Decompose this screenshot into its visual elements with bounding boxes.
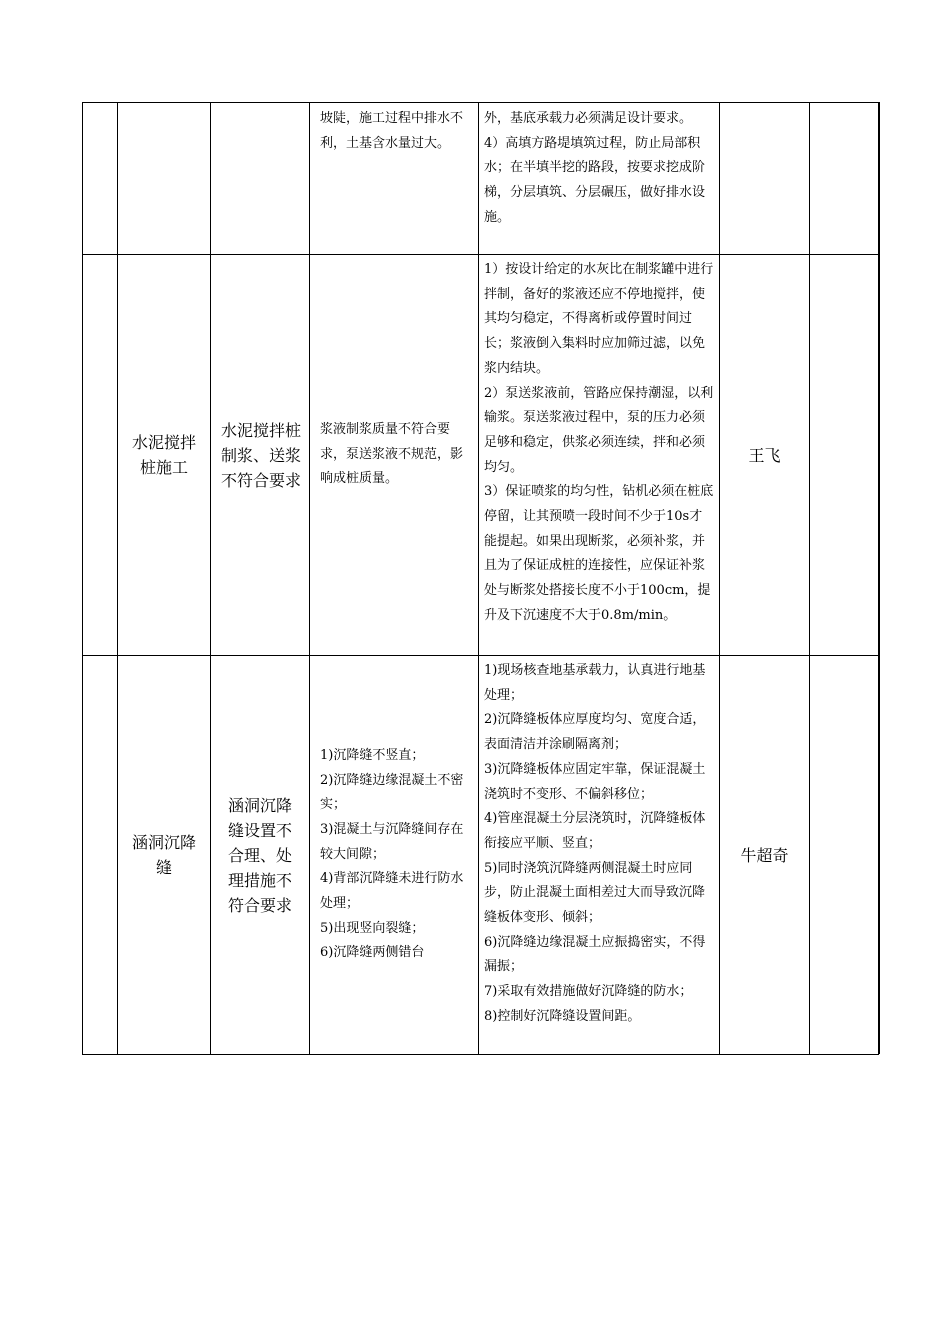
cause-line: 2)沉降缝边缘混凝土不密实； — [320, 772, 464, 813]
item-cell — [118, 255, 211, 656]
cause-cell — [310, 255, 479, 656]
measure-line: 7)采取有效措施做好沉降缝的防水； — [484, 984, 693, 1000]
risk-control-table-fragment — [82, 102, 879, 1055]
seq-cell — [83, 255, 118, 656]
item-text: 水泥搅拌桩施工 — [131, 433, 196, 477]
seq-cell — [83, 103, 118, 255]
measure-line: 6)沉降缝边缘混凝土应振捣密实，不得漏振； — [484, 934, 706, 975]
measure-line: 1）按设计给定的水灰比在制浆罐中进行拌制，备好的浆液还应不停地搅拌，使其均匀稳定，不得离析或停置时间过长；浆液倒入集料时应加筛过滤，以免浆内结块。 — [484, 262, 714, 376]
cause-line: 1)沉降缝不竖直； — [320, 747, 425, 763]
problem-text: 水泥搅拌桩制浆、送浆不符合要求 — [221, 420, 302, 490]
seq-cell — [83, 656, 118, 1055]
table-row — [83, 103, 879, 255]
measure-line: 1)现场核查地基承载力，认真进行地基处理； — [484, 663, 706, 703]
measure-line: 5)同时浇筑沉降缝两侧混凝土时应同步，防止混凝土面相差过大而导致沉降缝板体变形、倾斜； — [484, 860, 706, 926]
item-cell — [118, 656, 211, 1055]
measure-line: 4）高填方路堤填筑过程，防止局部积水；在半填半挖的路段，按要求挖成阶梯，分层填筑、分层碾压，做好排水设施。 — [484, 135, 706, 225]
measure-line: 3）保证喷浆的均匀性，钻机必须在桩底停留，让其预喷一段时间不少于10s才能提起。如果出现断浆，必须补浆，并且为了保证成桩的连接性，应保证补浆处与断浆处搭接长度不小于100cm，提升及下沉速度不大于0.8m/min。 — [484, 484, 714, 623]
problem-text: 涵洞沉降缝设置不合理、处理措施不符合要求 — [227, 795, 292, 915]
remark-cell — [810, 656, 879, 1055]
measures-cell — [479, 255, 720, 656]
measures-cell — [479, 656, 720, 1055]
cause-cell — [310, 103, 479, 255]
cause-line: 5)出现竖向裂缝； — [320, 920, 425, 936]
measure-line: 外，基底承载力必须满足设计要求。 — [484, 111, 693, 126]
problem-cell — [211, 656, 310, 1055]
cause-line: 6)沉降缝两侧错台 — [320, 945, 425, 961]
problem-cell — [211, 103, 310, 255]
item-text: 涵洞沉降缝 — [131, 833, 196, 877]
table-row — [83, 255, 879, 656]
cause-text: 坡陡，施工过程中排水不利，土基含水量过大。 — [320, 111, 464, 151]
cause-text: 浆液制浆质量不符合要求，泵送浆液不规范，影响成桩质量。 — [320, 421, 464, 487]
cause-cell — [310, 656, 479, 1055]
problem-cell — [211, 255, 310, 656]
person-cell — [720, 656, 810, 1055]
person-text: 牛超奇 — [740, 845, 789, 865]
measure-line: 4)管座混凝土分层浇筑时，沉降缝板体衔接应平顺、竖直； — [484, 811, 706, 851]
measure-line: 8)控制好沉降缝设置间距。 — [484, 1008, 641, 1024]
measure-line: 3)沉降缝板体应固定牢靠，保证混凝土浇筑时不变形、不偏斜移位； — [484, 761, 706, 802]
cause-line: 4)背部沉降缝未进行防水处理； — [320, 871, 464, 912]
cause-line: 3)混凝土与沉降缝间存在较大间隙； — [320, 821, 464, 862]
remark-cell — [810, 255, 879, 656]
remark-cell — [810, 103, 879, 255]
person-cell — [720, 103, 810, 255]
person-text: 王飞 — [748, 445, 781, 465]
person-cell — [720, 255, 810, 656]
measures-cell — [479, 103, 720, 255]
item-cell — [118, 103, 211, 255]
measure-line: 2）泵送浆液前，管路应保持潮湿，以利输浆。泵送浆液过程中，泵的压力必须足够和稳定，供浆必须连续，拌和必须均匀。 — [484, 385, 714, 475]
measure-line: 2)沉降缝板体应厚度均匀、宽度合适，表面清洁并涂刷隔离剂； — [484, 712, 706, 753]
risk-table — [82, 102, 879, 1055]
table-row — [83, 656, 879, 1055]
